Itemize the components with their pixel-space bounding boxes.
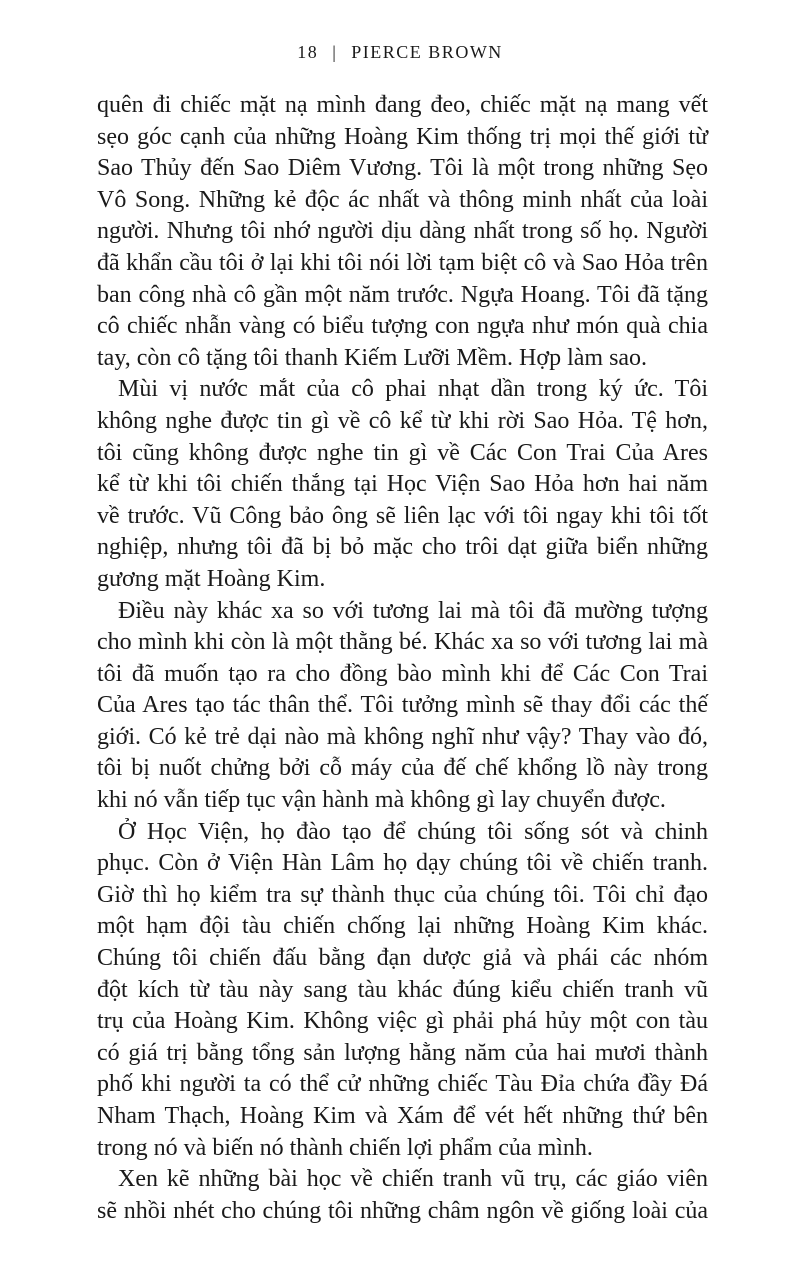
text-line: trụ của Hoàng Kim. Không việc gì phải phá hủy một con tàu (97, 1008, 708, 1035)
text-line: tôi bị nuốt chửng bởi cỗ máy của đế chế khổng lồ này trong (97, 755, 708, 782)
text-line: gương mặt Hoàng Kim. (97, 565, 326, 592)
text-line: cho mình khi còn là một thằng bé. Khác xa so với tương lai mà (97, 629, 708, 656)
text-line: Sao Thủy đến Sao Diêm Vương. Tôi là một trong những Sẹo (97, 155, 708, 182)
text-line: không nghe được tin gì về cô kể từ khi rời Sao Hỏa. Tệ hơn, (97, 407, 708, 434)
text-line: sẽ nhồi nhét cho chúng tôi những châm ngôn về giống loài của (97, 1197, 708, 1224)
text-line: Của Ares tạo tác thân thể. Tôi tưởng mình sẽ thay đổi các thế (97, 692, 708, 719)
text-line: người. Nhưng tôi nhớ người dịu dàng nhất trong số họ. Người (97, 218, 708, 245)
text-line: quên đi chiếc mặt nạ mình đang đeo, chiếc mặt nạ mang vết (97, 92, 708, 118)
text-line: Điều này khác xa so với tương lai mà tôi đã mường tượng (118, 597, 708, 624)
text-line: trong nó và biến nó thành chiến lợi phẩm của mình. (97, 1134, 593, 1161)
text-line: Mùi vị nước mắt của cô phai nhạt dần trong ký ức. Tôi (118, 376, 708, 403)
author-name: PIERCE BROWN (351, 42, 503, 62)
text-line: ban công nhà cô gần một năm trước. Ngựa Hoang. Tôi đã tặng (97, 281, 708, 308)
text-line: tôi cũng không được nghe tin gì về Các Con Trai Của Ares (97, 439, 708, 466)
text-line: Xen kẽ những bài học về chiến tranh vũ trụ, các giáo viên (118, 1166, 708, 1193)
paragraph-5 (97, 1164, 708, 1227)
text-line: sẹo góc cạnh của những Hoàng Kim thống trị mọi thế giới từ (97, 123, 708, 150)
text-line: một hạm đội tàu chiến chống lại những Hoàng Kim khác. (97, 913, 708, 940)
text-line: phố khi người ta có thể cử những chiếc Tàu Đỉa chứa đầy Đá (97, 1071, 708, 1098)
paragraph-4 (97, 817, 708, 1165)
text-line: kể từ khi tôi chiến thắng tại Học Viện Sao Hỏa hơn hai năm (97, 471, 708, 498)
paragraph-1 (97, 90, 708, 374)
header-separator: | (332, 42, 338, 62)
body-text (97, 90, 708, 1227)
text-line: có giá trị bằng tổng sản lượng hằng năm của hai mươi thành (97, 1039, 708, 1066)
text-line: tôi đã muốn tạo ra cho đồng bào mình khi để Các Con Trai (97, 660, 708, 687)
text-line: khi nó vẫn tiếp tục vận hành mà không gì lay chuyển được. (97, 787, 666, 814)
text-line: về trước. Vũ Công bảo ông sẽ liên lạc với tôi ngay khi tôi tốt (97, 502, 708, 529)
text-line: giới. Có kẻ trẻ dại nào mà không nghĩ như vậy? Thay vào đó, (97, 723, 708, 750)
text-line: nghiệp, nhưng tôi đã bị bỏ mặc cho trôi dạt giữa biển những (97, 534, 708, 561)
text-line: Giờ thì họ kiểm tra sự thành thục của chúng tôi. Tôi chỉ đạo (97, 881, 708, 908)
page-number: 18 (297, 42, 319, 62)
text-line: tay, còn cô tặng tôi thanh Kiếm Lưỡi Mềm. Hợp làm sao. (97, 344, 648, 371)
running-header (0, 40, 800, 64)
text-line: Ở Học Viện, họ đào tạo để chúng tôi sống sót và chinh (118, 818, 708, 845)
text-line: Chúng tôi chiến đấu bằng đạn dược giả và phái các nhóm (97, 945, 708, 972)
text-line: đột kích từ tàu này sang tàu khác đúng kiểu chiến tranh vũ (97, 976, 708, 1003)
text-line: Vô Song. Những kẻ độc ác nhất và thông minh nhất của loài (97, 186, 708, 213)
text-line: Nham Thạch, Hoàng Kim và Xám để vét hết những thứ bên (97, 1103, 708, 1129)
text-line: phục. Còn ở Viện Hàn Lâm họ dạy chúng tôi về chiến tranh. (97, 850, 708, 877)
paragraph-3 (97, 596, 708, 817)
paragraph-2 (97, 374, 708, 595)
text-line: cô chiếc nhẫn vàng có biểu tượng con ngựa như món quà chia (97, 313, 708, 340)
text-line: đã khẩn cầu tôi ở lại khi tôi nói lời tạm biệt cô và Sao Hỏa trên (97, 249, 708, 276)
